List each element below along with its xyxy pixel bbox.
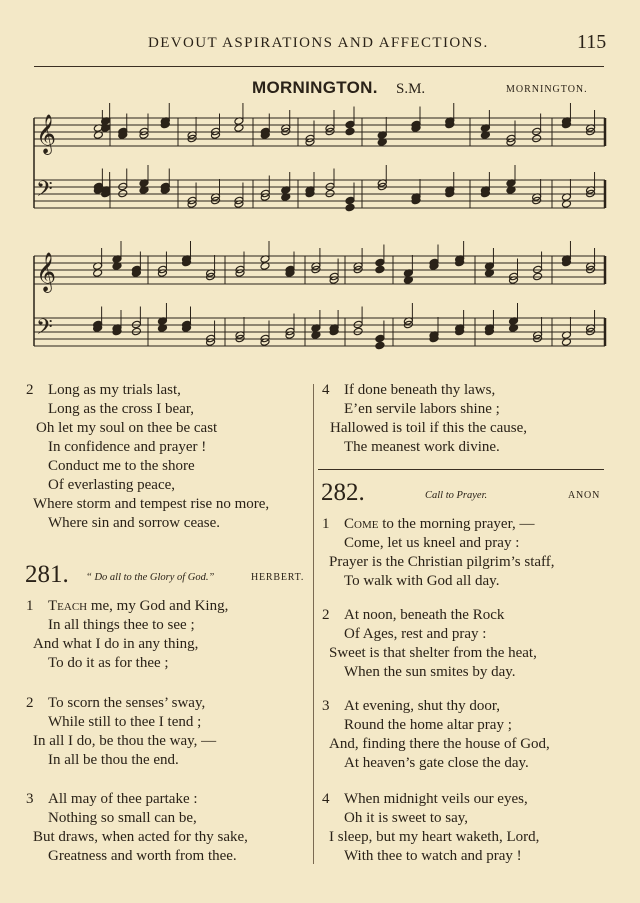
verse-line: Nothing so small can be,	[48, 810, 197, 826]
verse-first-word: Come	[344, 516, 379, 532]
verse-line: If done beneath thy laws,	[344, 382, 496, 398]
verse-line: Long as the cross I bear,	[48, 401, 195, 417]
verse-number: 1	[26, 598, 34, 614]
verse-line: At evening, shut thy door,	[344, 698, 501, 714]
hymn-author: HERBERT.	[251, 572, 305, 583]
verse-line: In all I do, be thou the way, —	[33, 733, 217, 749]
verse-line: Of Ages, rest and pray :	[344, 626, 487, 642]
tune-name-right: MORNINGTON.	[506, 84, 588, 95]
verse-line: Come, let us kneel and pray :	[344, 535, 520, 551]
hymn-number: 281.	[25, 561, 69, 588]
verse-line: To scorn the senses’ sway,	[48, 695, 206, 711]
treble-clef-icon: 𝄞	[36, 114, 57, 154]
verse-line: Where sin and sorrow cease.	[48, 515, 221, 531]
running-header-title: DEVOUT ASPIRATIONS AND AFFECTIONS.	[148, 35, 489, 51]
page-number: 115	[577, 31, 607, 53]
verse-line: To do it as for thee ;	[48, 655, 169, 671]
verse-line: In confidence and prayer !	[48, 439, 207, 455]
verse-number: 4	[322, 791, 330, 807]
bass-clef-icon: 𝄢	[36, 177, 53, 207]
note-head	[375, 258, 385, 267]
verse-line: Where storm and tempest rise no more,	[33, 496, 270, 512]
verse-line: All may of thee partake :	[48, 791, 198, 807]
verse-number: 4	[322, 382, 330, 398]
note-head	[375, 265, 385, 274]
verse-number: 3	[322, 698, 330, 714]
verse-line: When the sun smites by day.	[344, 664, 516, 680]
verse-line: When midnight veils our eyes,	[344, 791, 528, 807]
verse-line: At noon, beneath the Rock	[344, 607, 505, 623]
verse-line: Long as my trials last,	[48, 382, 181, 398]
verse-line: Greatness and worth from thee.	[48, 848, 237, 864]
treble-clef-icon: 𝄞	[36, 252, 57, 292]
verse-line: Sweet is that shelter from the heat,	[329, 645, 537, 661]
section-rule	[318, 469, 604, 470]
verse-line	[48, 597, 228, 616]
verse-line: At heaven’s gate close the day.	[344, 755, 529, 771]
note-head	[375, 341, 385, 350]
music-system-2	[0, 238, 640, 368]
verse-line: Oh it is sweet to say,	[344, 810, 469, 826]
verse-line: And what I do in any thing,	[33, 636, 199, 652]
verse-line: E’en servile labors shine ;	[344, 401, 500, 417]
note-head	[375, 334, 385, 343]
verse-line: Of everlasting peace,	[48, 477, 176, 493]
tune-name: MORNINGTON.	[252, 78, 378, 97]
verse-line: In all be thou the end.	[48, 752, 179, 768]
bass-clef-icon: 𝄢	[36, 315, 53, 345]
verse-line	[344, 515, 534, 534]
verse-line: And, finding there the house of God,	[329, 736, 550, 752]
verse-line: With thee to watch and pray !	[344, 848, 522, 864]
note-head	[345, 120, 355, 129]
verse-line: To walk with God all day.	[344, 573, 500, 589]
tune-meter: S.M.	[396, 81, 426, 97]
column-divider	[313, 384, 314, 864]
verse-number: 3	[26, 791, 34, 807]
verse-line: Hallowed is toil if this the cause,	[330, 420, 528, 436]
verse-first-word: Teach	[48, 598, 88, 614]
hymn-author: ANON	[568, 490, 601, 501]
music-system-1	[0, 100, 640, 220]
header-rule	[34, 66, 604, 67]
hymn-title: Call to Prayer.	[425, 490, 488, 501]
verse-line: Prayer is the Christian pilgrim’s staff,	[329, 554, 555, 570]
note-head	[345, 203, 355, 212]
verse-number: 2	[26, 695, 34, 711]
verse-line: I sleep, but my heart waketh, Lord,	[329, 829, 540, 845]
verse-line: Conduct me to the shore	[48, 458, 195, 474]
verse-line: But draws, when acted for thy sake,	[33, 829, 248, 845]
hymn-number: 282.	[321, 479, 365, 506]
verse-line: While still to thee I tend ;	[48, 714, 202, 730]
note-head	[345, 127, 355, 136]
note-head	[345, 196, 355, 205]
verse-first-rest: me, my God and King,	[87, 598, 229, 614]
verse-number: 2	[322, 607, 330, 623]
verse-first-rest: to the morning prayer, —	[378, 516, 535, 532]
verse-number: 1	[322, 516, 330, 532]
verse-line: In all things thee to see ;	[48, 617, 195, 633]
verse-number: 2	[26, 382, 34, 398]
verse-line: The meanest work divine.	[344, 439, 500, 455]
hymn-title: “ Do all to the Glory of God.”	[86, 572, 215, 583]
verse-line: Oh let my soul on thee be cast	[36, 420, 218, 436]
verse-line: Round the home altar pray ;	[344, 717, 512, 733]
